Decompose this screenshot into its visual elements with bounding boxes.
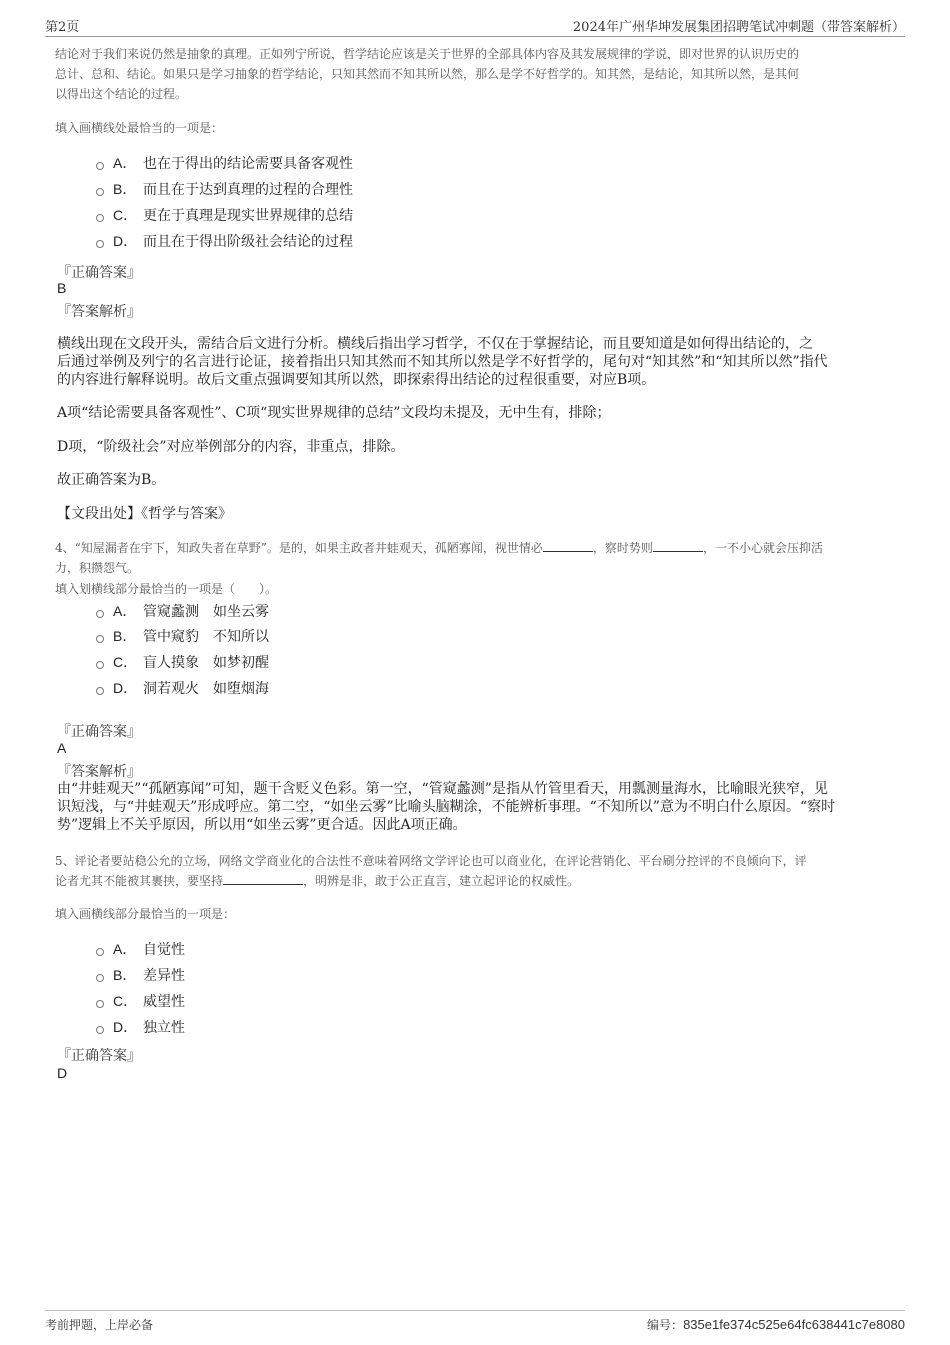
radio-icon[interactable] (96, 610, 104, 618)
q3-analysis-d: D项，“阶级社会”对应举例部分的内容，非重点，排除。 (57, 439, 405, 455)
page-header (45, 14, 905, 37)
radio-icon[interactable] (96, 974, 104, 982)
q4-answer-label: 『正确答案』 (57, 724, 141, 740)
q4-answer: A (57, 740, 67, 756)
page-footer (45, 1310, 905, 1335)
radio-icon[interactable] (96, 188, 104, 196)
q3-analysis-a: A项“结论需要具备客观性”、C项“现实世界规律的总结”文段均未提及，无中生有，排除； (57, 405, 611, 421)
q3-option-d[interactable]: D． 而且在于得出阶级社会结论的过程 (96, 231, 353, 251)
q3-passage-line: 以得出这个结论的过程。 (55, 87, 188, 101)
q5-option-b[interactable]: B． 差异性 (96, 965, 185, 985)
q3-analysis-line: 后通过举例及列宁的名言进行论证，接着指出只知其然而不知其所以然是学不好哲学的，尾句对“知其然”和“知其所以然”指代 (57, 354, 828, 370)
blank-1 (223, 884, 303, 885)
q5-option-a[interactable]: A． 自觉性 (96, 939, 185, 959)
q3-passage-line: 总计、总和、结论。如果只是学习抽象的哲学结论，只知其然而不知其所以然，那么是学不好哲学的。知其然，是结论，知其所以然，是其何 (55, 67, 800, 81)
radio-icon[interactable] (96, 162, 104, 170)
q3-option-c[interactable]: C． 更在于真理是现实世界规律的总结 (96, 205, 353, 225)
q4-stem-line: 力，积攒怨气。 (55, 561, 140, 575)
q3-passage (55, 44, 905, 104)
q4-option-b[interactable]: B． 管中窥豹 不知所以 (96, 626, 269, 646)
q3-analysis (57, 335, 902, 389)
q4-option-a[interactable]: A． 管窥蠡测 如坐云雾 (96, 601, 269, 621)
q3-option-a[interactable]: A． 也在于得出的结论需要具备客观性 (96, 153, 353, 173)
q5-option-d[interactable]: D． 独立性 (96, 1017, 185, 1037)
q5-stem-line: 5、评论者要站稳公允的立场，网络文学商业化的合法性不意味着网络文学评论也可以商业化，在评论营销化、平台刷分控评的不良倾向下，评 (55, 854, 807, 868)
q4-analysis (57, 780, 902, 834)
radio-icon[interactable] (96, 661, 104, 669)
q3-analysis-line: 横线出现在文段开头，需结合后文进行分析。横线后指出学习哲学，不仅在于掌握结论，而且要知道是如何得出结论的，之 (57, 336, 813, 352)
q4-prompt: 填入划横线部分最恰当的一项是（ ）。 (55, 582, 278, 596)
radio-icon[interactable] (96, 687, 104, 695)
q4-stem (55, 538, 905, 578)
q3-passage-line: 结论对于我们来说仍然是抽象的真理。正如列宁所说，哲学结论应该是关于世界的全部具体内容及其发展规律的学说，即对世界的认识历史的 (55, 47, 800, 61)
document-title: 2024年广州华坤发展集团招聘笔试冲刺题（带答案解析） (572, 20, 905, 35)
radio-icon[interactable] (96, 1000, 104, 1008)
q4-option-c[interactable]: C． 盲人摸象 如梦初醒 (96, 652, 269, 672)
q5-option-c[interactable]: C． 威望性 (96, 991, 185, 1011)
radio-icon[interactable] (96, 1026, 104, 1034)
q4-option-d[interactable]: D． 洞若观火 如堕烟海 (96, 678, 269, 698)
blank-2 (653, 551, 703, 552)
q4-analysis-line: 识短浅，与“井蛙观天”形成呼应。第二空，“如坐云雾”比喻头脑糊涂，不能辨析事理。“不知所以”意为不明白什么原因。“察时 (57, 799, 836, 815)
q4-analysis-line: 由“井蛙观天”“孤陋寡闻”可知，题干含贬义色彩。第一空，“管窥蠡测”是指从竹管里看天，用瓢测量海水，比喻眼光狭窄，见 (57, 781, 828, 797)
radio-icon[interactable] (96, 240, 104, 248)
q4-analysis-line: 势”逻辑上不关乎原因，所以用“如坐云雾”更合适。因此A项正确。 (57, 817, 467, 833)
radio-icon[interactable] (96, 948, 104, 956)
q3-conclusion: 故正确答案为B。 (57, 472, 166, 488)
q3-answer-label: 『正确答案』 (57, 265, 141, 281)
q3-analysis-label: 『答案解析』 (57, 304, 141, 320)
q3-option-b[interactable]: B． 而且在于达到真理的过程的合理性 (96, 179, 353, 199)
footer-slogan: 考前押题，上岸必备 (45, 1318, 154, 1332)
q3-source: 【文段出处】《哲学与答案》 (57, 506, 232, 522)
q3-prompt: 填入画横线处最恰当的一项是： (55, 121, 224, 135)
q3-analysis-line: 的内容进行解释说明。故后文重点强调要知其所以然，即探索得出结论的过程很重要，对应B项。 (57, 372, 656, 388)
blank-1 (543, 551, 593, 552)
q5-answer: D (57, 1065, 68, 1081)
q5-stem-line: 论者尤其不能被其裹挟，要坚持 ，明辨是非，敢于公正直言，建立起评论的权威性。 (55, 874, 580, 888)
q3-answer: B (57, 280, 67, 296)
page-number: 第2页 (45, 20, 80, 35)
q5-prompt: 填入画横线部分最恰当的一项是： (55, 907, 236, 921)
q4-stem-line: 4、“知屋漏者在宇下，知政失者在草野”。是的，如果主政者井蛙观天，孤陋寡闻，视世情必 ，察时势则 ，一不小心就会压抑活 (55, 541, 823, 555)
q4-analysis-label: 『答案解析』 (57, 764, 141, 780)
q5-answer-label: 『正确答案』 (57, 1048, 141, 1064)
code-label: 编号： (647, 1318, 684, 1332)
radio-icon[interactable] (96, 635, 104, 643)
code-value: 835e1fe374c525e64fc638441c7e8080 (683, 1317, 905, 1332)
radio-icon[interactable] (96, 214, 104, 222)
q5-stem (55, 851, 905, 891)
document-code (647, 1316, 905, 1333)
